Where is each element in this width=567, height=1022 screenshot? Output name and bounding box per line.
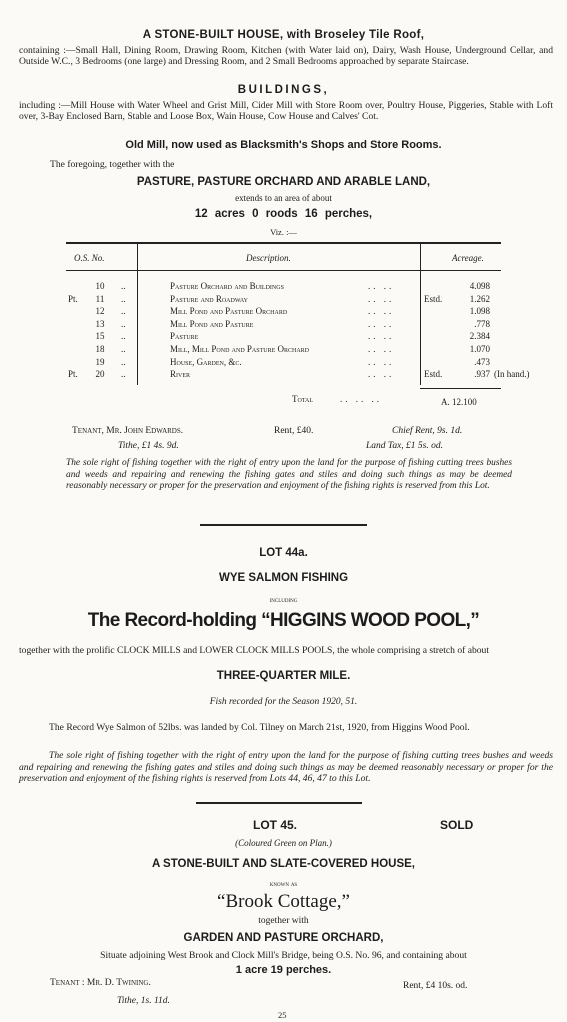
row-description: Pasture Orchard and Buildings — [170, 281, 284, 291]
row-os-number: 12 — [95, 306, 105, 317]
lot-44a-fishing-note: The sole right of fishing together with the right of entry upon the land for the purpose of fishing cutting trees bushes and weeds and repairing and renewing the fishing gates and stiles and doing such things as may be deemed reasonably necessary or proper for the preservation and enjoyment of the fishing rights is reserved from Lots 44, 46, 47 to this Lot. — [19, 750, 553, 785]
buildings-heading: BUILDINGS, — [237, 84, 330, 96]
row-leader: .. — [121, 318, 126, 329]
fishing-rights-note: The sole right of fishing together with the right of entry upon the land for the purpose of fishing cutting trees bushes and weeds and repairing and renewing the fishing gates and stiles and doing such things as may be deemed reasonably necessary or proper for the preservation and enjoyment of the fishing rights is reserved from this Lot. — [66, 458, 512, 492]
tenant: Tenant, Mr. John Edwards. — [72, 426, 184, 436]
row-acreage: 4.098 — [469, 281, 490, 291]
row-description: Mill Pond and Pasture Orchard — [170, 306, 288, 317]
garden-heading: GARDEN AND PASTURE ORCHARD, — [183, 932, 384, 944]
row-acreage: .473 — [474, 356, 490, 367]
row-acreage: 2.384 — [469, 331, 490, 342]
header-os: O.S. No. — [74, 253, 105, 263]
tenant-line — [72, 425, 183, 437]
row-estimated-marker: Estd. — [424, 369, 443, 380]
row-part-marker: Pt. — [68, 369, 78, 380]
row-leader: .. — [121, 306, 126, 317]
lot-45-area: 1 acre 19 perches. — [235, 964, 332, 976]
together-line: together with the prolific CLOCK MILLS and LOWER CLOCK MILLS POOLS, the whole comprising a stretch of about — [19, 645, 490, 656]
lot-45-tithe: Tithe, 1s. 11d. — [117, 996, 170, 1006]
brook-cottage-title: “Brook Cottage,” — [217, 891, 350, 912]
total-rule — [420, 388, 501, 389]
row-description: Pasture and Roadway — [170, 293, 248, 304]
table-header-rule — [66, 270, 501, 271]
table-divider — [420, 243, 421, 385]
row-estimated-marker: Estd. — [424, 293, 443, 304]
row-description: Mill, Mill Pond and Pasture Orchard — [170, 344, 310, 354]
table-top-rule — [66, 242, 501, 244]
row-leader: .. .. — [368, 356, 395, 367]
row-leader: .. .. — [368, 331, 395, 342]
row-acreage: .937 — [474, 369, 490, 380]
old-mill-line: Old Mill, now used as Blacksmith's Shops and Store Rooms. — [125, 139, 442, 151]
area-line: 12 acres 0 roods 16 perches, — [194, 208, 373, 220]
row-leader: .. — [121, 369, 126, 380]
section-rule — [200, 524, 367, 526]
lot-45-tenant: Tenant : Mr. D. Twining. — [50, 978, 151, 988]
row-leader: .. — [121, 293, 126, 304]
row-note: (In hand.) — [494, 369, 530, 380]
row-acreage: 1.262 — [469, 293, 490, 304]
row-os-number: 11 — [95, 293, 105, 304]
total-leader: .. .. .. — [340, 394, 382, 404]
viz-line: Viz. :— — [270, 227, 297, 237]
row-description: House, Garden, &c. — [170, 356, 242, 367]
sold-badge: SOLD — [440, 818, 474, 832]
row-part-marker: Pt. — [68, 293, 78, 304]
row-os-number: 10 — [95, 281, 105, 291]
chief-rent: Chief Rent, 9s. 1d. — [392, 426, 463, 436]
lot-45-label: LOT 45. — [253, 818, 298, 832]
row-leader: .. — [121, 356, 126, 367]
fish-recorded: Fish recorded for the Season 1920, 51. — [209, 697, 358, 707]
row-leader: .. .. — [368, 318, 395, 329]
lot-45-rent: Rent, £4 10s. od. — [403, 981, 468, 991]
rent: Rent, £40. — [274, 426, 314, 436]
extends-line: extends to an area of about — [235, 193, 332, 203]
section-rule — [196, 802, 362, 804]
row-acreage: 1.070 — [469, 344, 490, 354]
lot-44a-label: LOT 44a. — [259, 547, 308, 559]
row-leader: .. — [121, 344, 126, 354]
plan-note: (Coloured Green on Plan.) — [235, 838, 332, 848]
row-os-number: 13 — [95, 318, 105, 329]
stretch-line: THREE-QUARTER MILE. — [216, 670, 351, 682]
table-divider — [137, 243, 138, 385]
page-number: 25 — [278, 1010, 287, 1020]
record-salmon: The Record Wye Salmon of 52lbs. was landed by Col. Tilney on March 21st, 1920, from Higgins Wood Pool. — [49, 722, 470, 733]
including-line: including — [269, 595, 298, 604]
header-acreage: Acreage. — [452, 253, 484, 263]
buildings-description: including :—Mill House with Water Wheel and Grist Mill, Cider Mill with Store Room over, Poultry House, Piggeries, Stable with Loft over, 3-Bay Enclosed Barn, Stable and Loose Box, Wain House, Cow House and Calves' Cot. — [19, 100, 553, 123]
row-leader: .. — [121, 331, 126, 342]
row-leader: .. .. — [368, 344, 395, 354]
house-heading: A STONE-BUILT HOUSE, with Broseley Tile Roof, — [142, 29, 425, 41]
header-description: Description. — [246, 253, 291, 263]
row-os-number: 15 — [95, 331, 105, 342]
row-leader: .. — [121, 281, 126, 291]
together-with: together with — [258, 916, 309, 926]
land-heading: PASTURE, PASTURE ORCHARD AND ARABLE LAND, — [136, 176, 431, 188]
row-os-number: 18 — [95, 344, 105, 354]
row-leader: .. .. — [368, 293, 395, 304]
situate-line: Situate adjoining West Brook and Clock Mill's Bridge, being O.S. No. 96, and containing about — [100, 950, 467, 961]
house-description: containing :—Small Hall, Dining Room, Drawing Room, Kitchen (with Water laid on), Dairy, Wash House, Underground Cellar, and Outside W.C., 3 Bedrooms (one large) and Dressing Room, and 2 Small Bedrooms approached by separate Staircase. — [19, 45, 553, 68]
row-leader: .. .. — [368, 306, 395, 317]
land-tax: Land Tax, £1 5s. od. — [366, 441, 443, 451]
row-acreage: 1.098 — [469, 306, 490, 317]
lot-45-heading: A STONE-BUILT AND SLATE-COVERED HOUSE, — [151, 858, 416, 870]
total-label: Total — [292, 394, 314, 404]
lot-44a-title: WYE SALMON FISHING — [218, 572, 349, 584]
row-description: Pasture — [170, 331, 199, 342]
row-description: Mill Pond and Pasture — [170, 318, 254, 329]
row-os-number: 20 — [95, 369, 105, 380]
record-heading: The Record-holding “HIGGINS WOOD POOL,” — [87, 610, 480, 631]
row-description: River — [170, 369, 191, 380]
total-value: A. 12.100 — [441, 397, 477, 407]
row-acreage: .778 — [474, 318, 490, 329]
row-leader: .. .. — [368, 281, 395, 291]
known-as: known as — [269, 879, 298, 888]
row-leader: .. .. — [368, 369, 395, 380]
row-os-number: 19 — [95, 356, 105, 367]
tithe: Tithe, £1 4s. 9d. — [118, 441, 179, 451]
foregoing-line: The foregoing, together with the — [50, 159, 175, 170]
